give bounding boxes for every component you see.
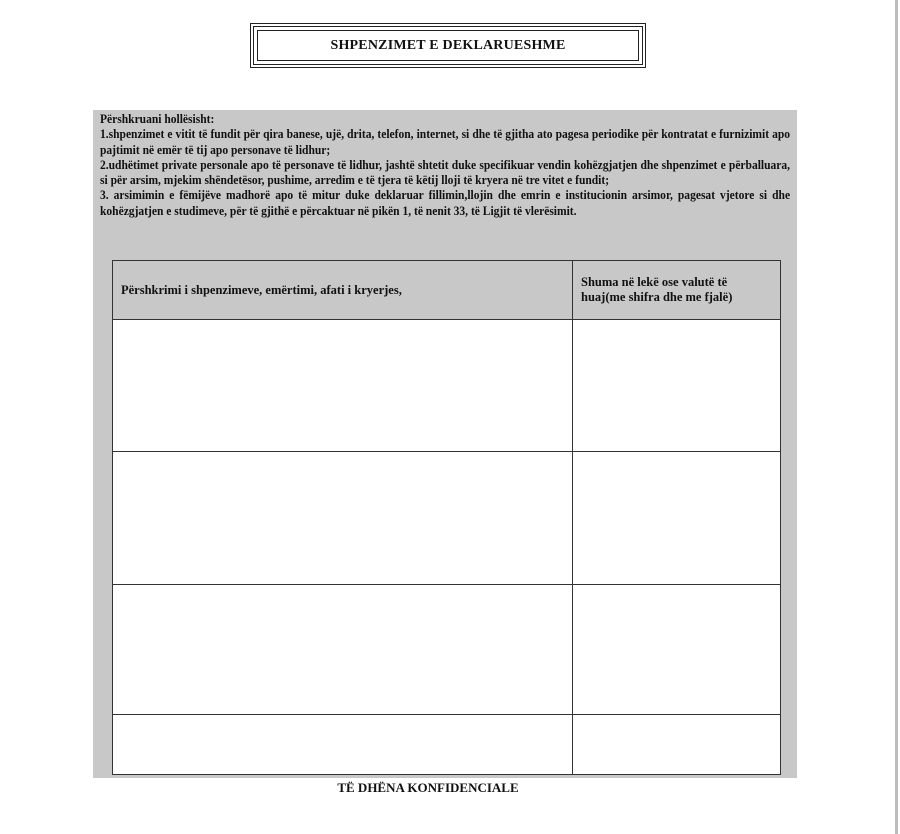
table-row [113,320,781,452]
description-cell[interactable] [113,452,573,585]
instruction-item: 2.udhëtimet private personale apo të personave të lidhur, jashtë shtetit duke specifikuar vendin kohëzgjatjen dhe shpenzimet e përballuara, si për arsim, mjekim shëndetësor, pushime, arredim e të tjera të këtij lloji të kryera në tre vitet e fundit; [100,157,791,188]
table-header-row [113,261,781,320]
amount-cell[interactable] [573,320,781,452]
header-amount: Shuma në lekë ose valutë të huaj(me shifra dhe me fjalë) [573,261,781,320]
instruction-item: 1.shpenzimet e vitit të fundit për qira banese, ujë, drita, telefon, internet, si dhe të gjitha ato pagesa periodike për kontratat e furnizimit apo pajtimit në emër të tij apo personave të lidhur; [100,127,791,157]
instruction-item: 3. arsimimin e fëmijëve madhorë apo të mitur duke deklaruar fillimin,llojin dhe emrin e institucionin arsimor, pagesat vjetore si dhe kohëzgjatjen e studimeve, për të gjithë e përcaktuar në pikën 1, të nenit 33, të Ligjit të vlerësimit. [100,188,791,218]
description-cell[interactable] [113,715,573,775]
header-description: Përshkrimi i shpenzimeve, emërtimi, afati i kryerjes, [113,261,573,320]
table-row [113,715,781,775]
table-row [113,585,781,715]
amount-cell[interactable] [573,715,781,775]
description-cell[interactable] [113,320,573,452]
expenses-table [112,260,781,775]
instructions [100,112,790,219]
instructions-heading: Përshkruani hollësisht: [100,112,215,126]
amount-cell[interactable] [573,585,781,715]
description-cell[interactable] [113,585,573,715]
confidential-footer: TË DHËNA KONFIDENCIALE [337,780,519,795]
title-box [250,23,646,68]
table-row [113,452,781,585]
page-edge [895,0,898,834]
page-title: SHPENZIMET E DEKLARUESHME [330,37,566,53]
amount-cell[interactable] [573,452,781,585]
